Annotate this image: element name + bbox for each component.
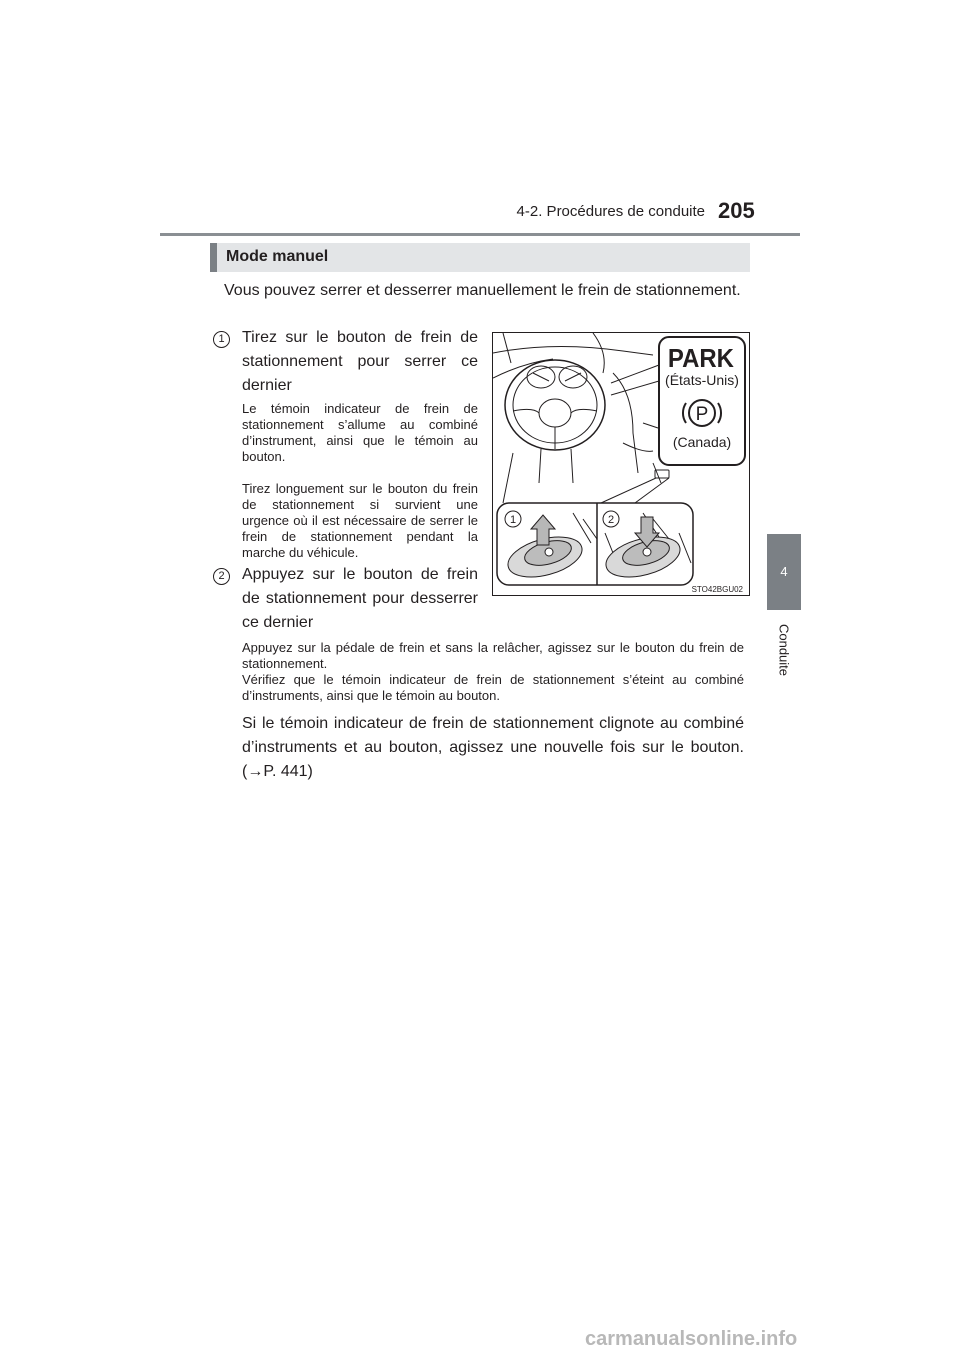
figure-illustration xyxy=(493,333,749,595)
parking-brake-figure xyxy=(492,332,750,596)
step-1-note-1: Le témoin indicateur de frein de stationnement s’allume au combiné d’instrument, ainsi que le témoin au bouton. xyxy=(242,401,478,464)
figure-callout-2: 2 xyxy=(607,514,615,526)
watermark: carmanualsonline.info xyxy=(585,1328,798,1350)
parking-brake-symbol: P xyxy=(695,404,709,425)
closing-paragraph: Si le témoin indicateur de frein de stationnement clignote au combiné d’instruments et au bouton, agissez une nouvelle fois sur le bouton. (→P. 441) xyxy=(242,715,744,780)
header-rule xyxy=(160,233,800,236)
step-2-title: Appuyez sur le bouton de frein de stationnement pour desserrer ce dernier xyxy=(242,566,478,631)
section-heading-bar xyxy=(210,243,750,272)
canada-label: (Canada) xyxy=(672,434,732,450)
chapter-tab-number: 4 xyxy=(767,534,801,610)
park-label: PARK xyxy=(667,344,734,374)
figure-callout-1: 1 xyxy=(509,514,517,526)
step-1-note-2: Tirez longuement sur le bouton du frein de stationnement si survient une urgence où il est nécessaire de serrer le frein de stationnement pendant la marche du véhicule. xyxy=(242,481,478,560)
chapter-tab-label xyxy=(767,620,801,680)
step-2-note-1: Appuyez sur la pédale de frein et sans la relâcher, agissez sur le bouton du frein de stationnement. xyxy=(242,640,744,671)
us-label: (États-Unis) xyxy=(665,372,739,388)
page-number: 205 xyxy=(718,198,755,223)
section-intro: Vous pouvez serrer et desserrer manuellement le frein de stationnement. xyxy=(224,282,741,299)
step-1-title: Tirez sur le bouton de frein de stationnement pour serrer ce dernier xyxy=(242,329,478,394)
running-header-section: 4-2. Procédures de conduite xyxy=(516,203,705,220)
step-2-note-2: Vérifiez que le témoin indicateur de frein de stationnement s’éteint au combiné d’instruments, ainsi que le témoin au bouton. xyxy=(242,672,744,703)
figure-code: STO42BGU02 xyxy=(691,585,743,594)
section-title: Mode manuel xyxy=(226,248,329,265)
step-1-number: 1 xyxy=(213,331,230,348)
chapter-tab-label-text: Conduite xyxy=(776,623,792,677)
step-2-notes xyxy=(242,640,744,704)
step-2-number: 2 xyxy=(213,568,230,585)
